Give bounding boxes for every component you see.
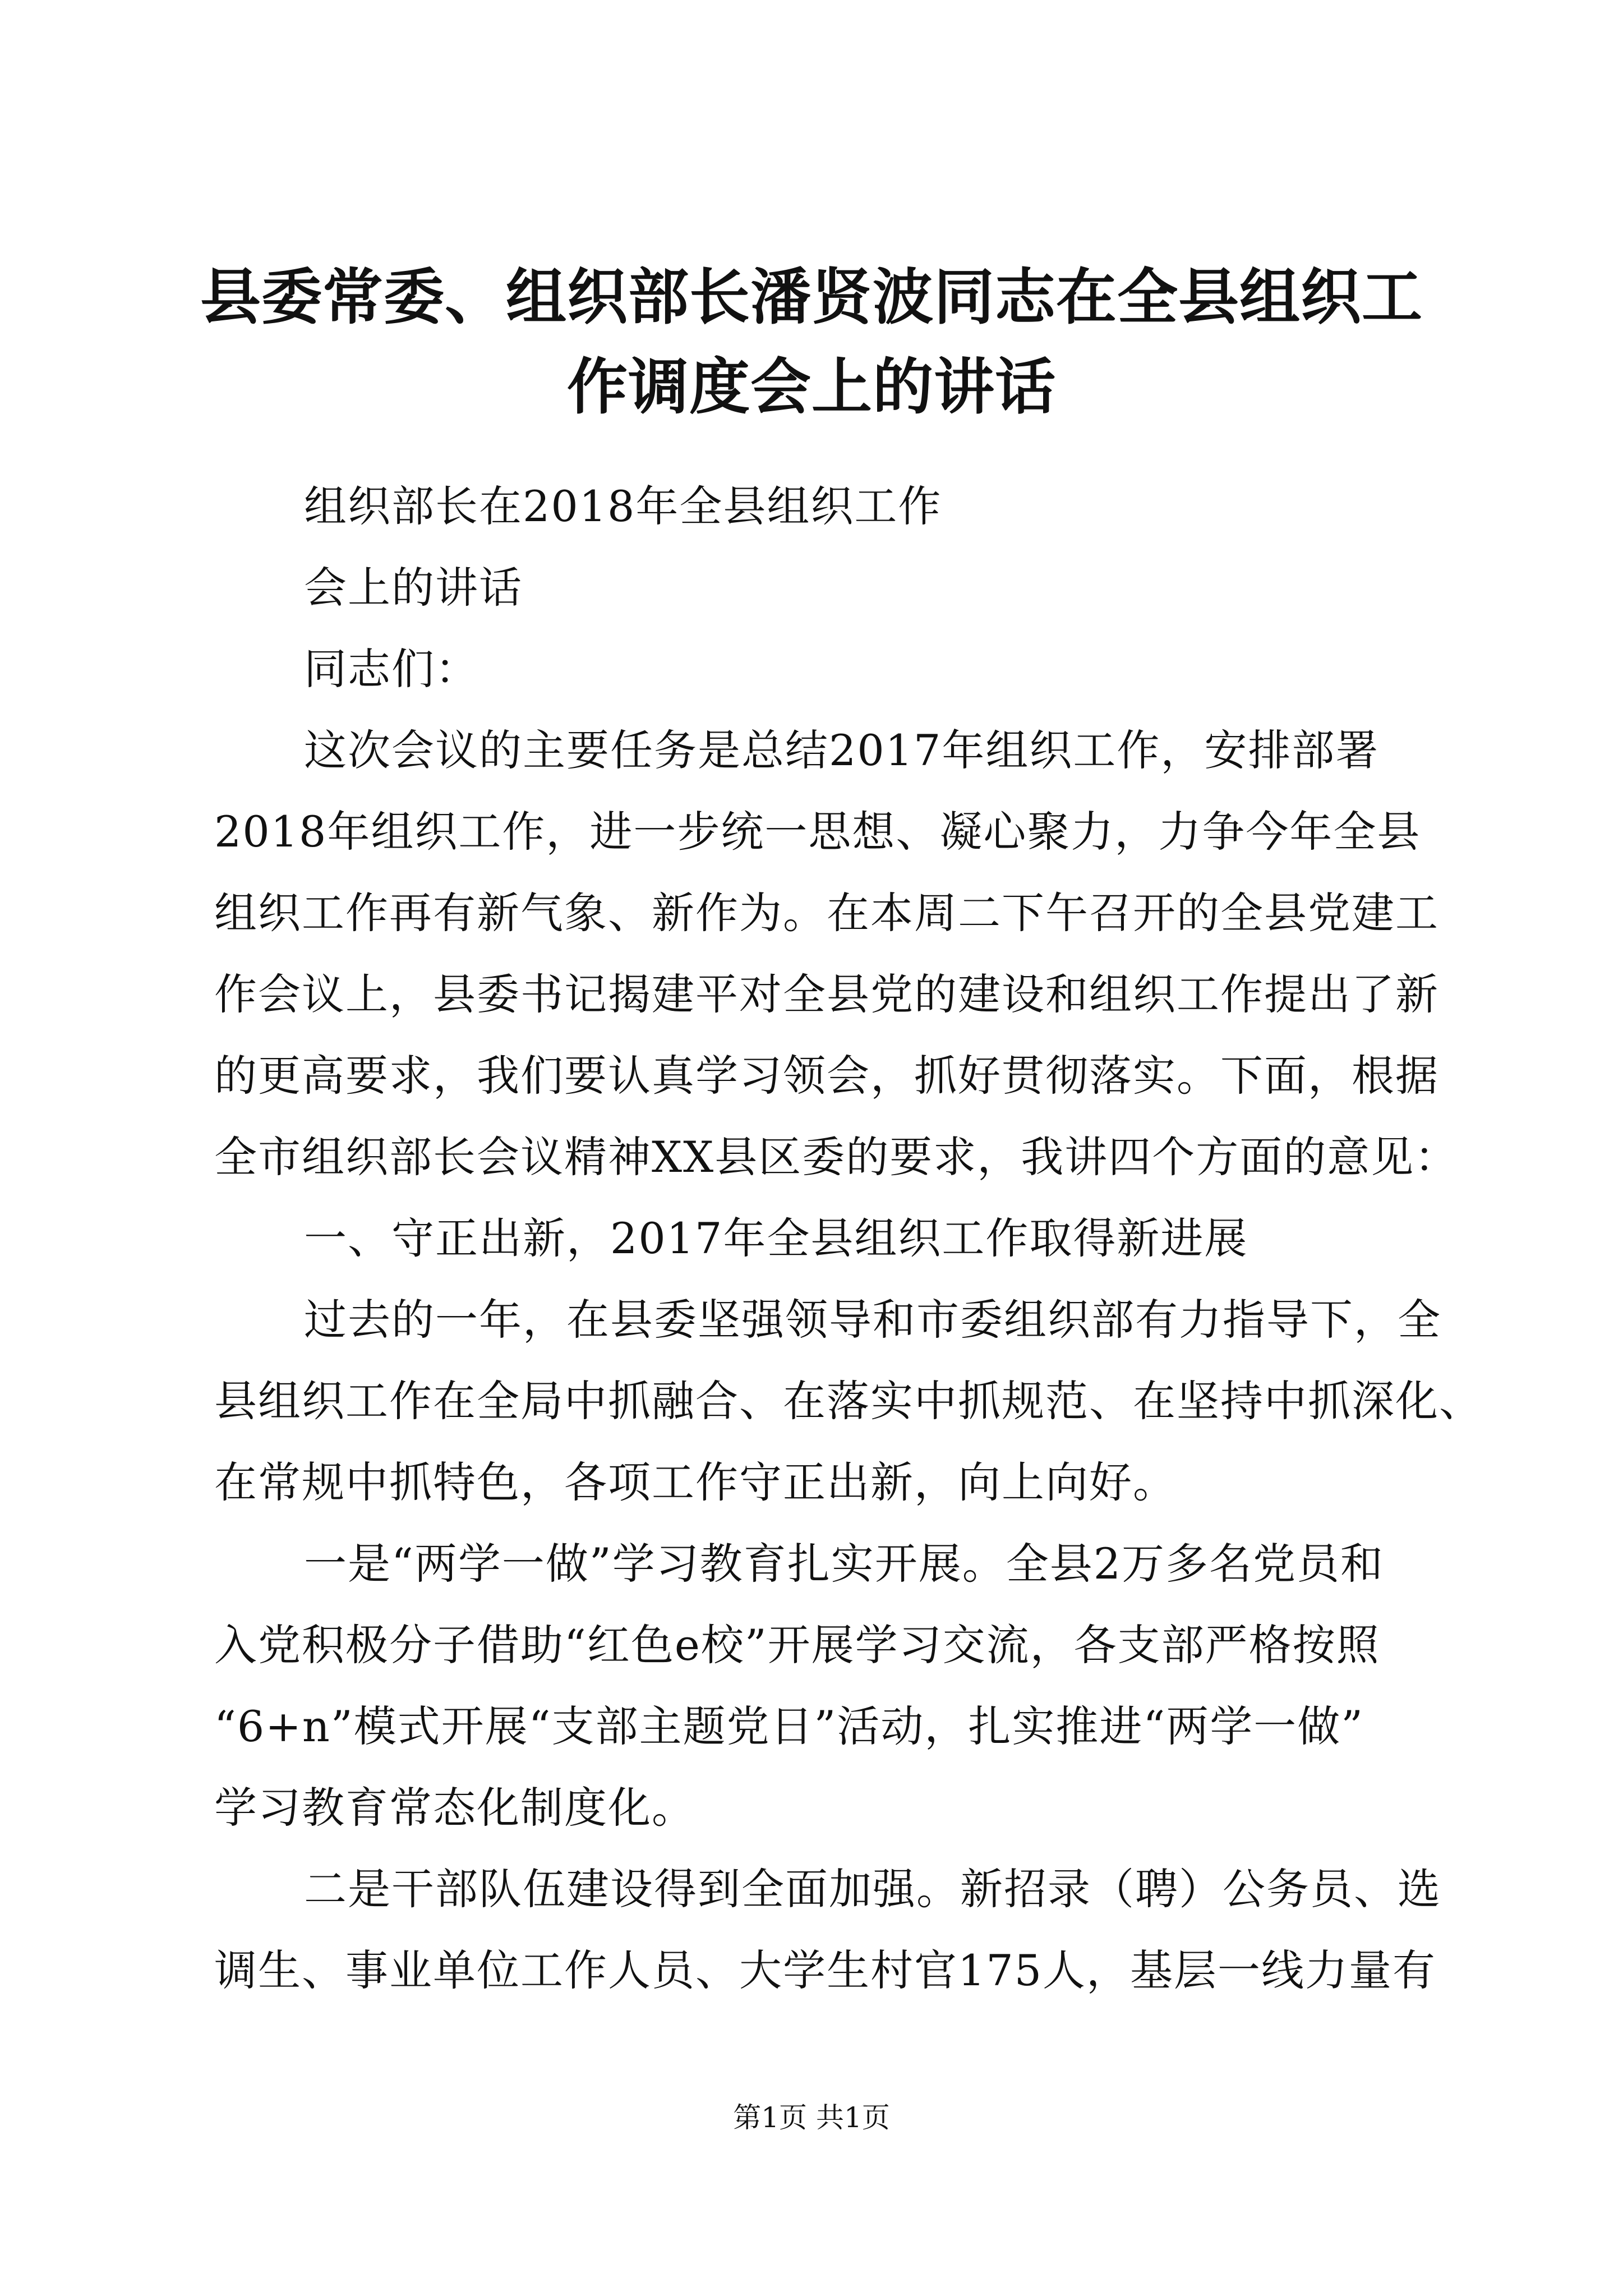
paragraph-review: [214, 1279, 1483, 1523]
paragraph-subtitle-2: [214, 547, 1409, 628]
paragraph-intro: [214, 710, 1459, 1198]
text-line: 学习教育常态化制度化。: [214, 1783, 695, 1833]
paragraph-subtitle-1: [214, 466, 1409, 547]
text-line: 组织部长在2018年全县组织工作: [304, 481, 942, 531]
text-line: 作会议上，县委书记揭建平对全县党的建设和组织工作提出了新: [214, 969, 1439, 1019]
text-line: 这次会议的主要任务是总结2017年组织工作，安排部署: [304, 725, 1380, 775]
text-line: 2018年组织工作，进一步统一思想、凝心聚力，力争今年全县: [214, 807, 1421, 857]
text-line: 过去的一年，在县委坚强领导和市委组织部有力指导下，全: [304, 1295, 1441, 1345]
text-line: 在常规中抓特色，各项工作守正出新，向上向好。: [214, 1457, 1177, 1507]
text-line: 的更高要求，我们要认真学习领会，抓好贯彻落实。下面，根据: [214, 1051, 1439, 1101]
section-heading-1: [214, 1198, 1409, 1279]
text-line: 会上的讲话: [304, 563, 523, 613]
text-line: “6+n”模式开展“支部主题党日”活动，扎实推进“两学一做”: [214, 1701, 1364, 1751]
text-line: 入党积极分子借助“红色e校”开展学习交流，各支部严格按照: [214, 1620, 1380, 1670]
paragraph-point-1: [214, 1523, 1409, 1848]
text-line: 一、守正出新，2017年全县组织工作取得新进展: [304, 1213, 1248, 1263]
text-line: 一是“两学一做”学习教育扎实开展。全县2万多名党员和: [304, 1539, 1385, 1589]
text-line: 调生、事业单位工作人员、大学生村官175人，基层一线力量有: [214, 1945, 1437, 1995]
text-line: 县组织工作在全局中抓融合、在落实中抓规范、在坚持中抓深化、: [214, 1376, 1483, 1426]
paragraph-point-2: [214, 1848, 1441, 2011]
text-line: 同志们：: [304, 644, 479, 694]
text-line: 组织工作再有新气象、新作为。在本周二下午召开的全县党建工: [214, 888, 1439, 938]
document-body: [214, 466, 1483, 2011]
text-line: 二是干部队伍建设得到全面加强。新招录（聘）公务员、选: [304, 1864, 1441, 1914]
document-title: [185, 252, 1438, 432]
paragraph-salutation: [214, 628, 1409, 710]
page-footer: 第1页 共1页: [733, 2101, 890, 2134]
title-line: 作调度会上的讲话: [566, 352, 1056, 422]
text-line: 全市组织部长会议精神XX县区委的要求，我讲四个方面的意见：: [214, 1132, 1459, 1182]
title-line: 县委常委、组织部长潘贤波同志在全县组织工: [200, 262, 1423, 333]
